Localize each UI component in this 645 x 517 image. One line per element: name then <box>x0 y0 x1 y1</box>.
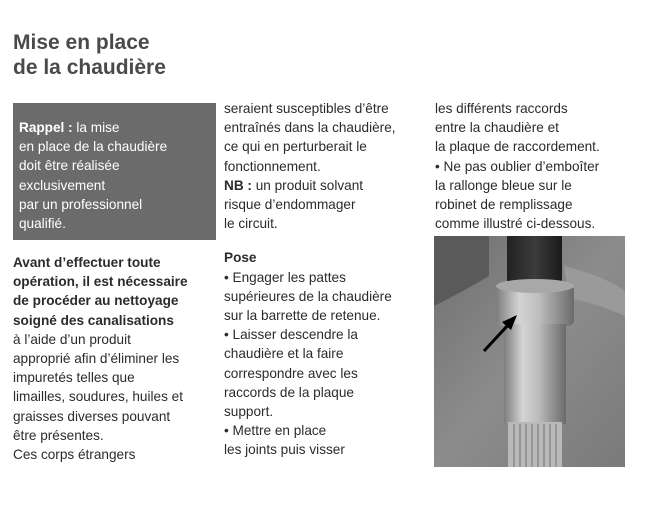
right-line: • Ne pas oublier d’emboîter <box>435 158 600 174</box>
right-line: robinet de remplissage <box>435 197 573 213</box>
pose-line: • Laisser descendre la <box>224 327 358 343</box>
pose-line: raccords de la plaque <box>224 384 354 400</box>
right-line: la rallonge bleue sur le <box>435 177 572 193</box>
right-line: les différents raccords <box>435 101 568 116</box>
pose-line: supérieures de la chaudière <box>224 288 392 304</box>
middle-line: entraînés dans la chaudière, <box>224 120 396 136</box>
right-line: la plaque de raccordement. <box>435 139 600 155</box>
callout-line: exclusivement <box>19 177 106 193</box>
pose-line: correspondre avec les <box>224 365 358 381</box>
nb-label: NB : <box>224 177 252 193</box>
pose-line: chaudière et la faire <box>224 346 344 362</box>
right-column <box>435 99 600 233</box>
intro-bold-line: Avant d’effectuer toute <box>13 255 161 270</box>
middle-line: ce qui en perturberait le <box>224 139 367 155</box>
middle-line: fonctionnement. <box>224 158 321 174</box>
title-line-2: de la chaudière <box>13 56 166 79</box>
pose-line: les joints puis visser <box>224 442 345 458</box>
nut-collar-top <box>496 279 574 293</box>
intro-line: limailles, soudures, huiles et <box>13 389 184 405</box>
right-line: entre la chaudière et <box>435 120 559 136</box>
intro-line: Ces corps étrangers <box>13 447 136 463</box>
middle-line: seraient susceptibles d’être <box>224 101 389 116</box>
pose-line: sur la barrette de retenue. <box>224 308 381 324</box>
intro-line: graisses diverses pouvant <box>13 408 171 424</box>
right-line: comme illustré ci-dessous. <box>435 216 596 232</box>
callout-text: la mise <box>72 120 120 135</box>
nb-line: le circuit. <box>224 216 278 232</box>
ridged-tail <box>508 422 562 467</box>
callout-line: par un professionnel <box>19 196 143 212</box>
pose-line: support. <box>224 404 274 420</box>
fitting-photo <box>434 236 625 467</box>
intro-column <box>13 253 188 464</box>
extension-tube <box>504 324 566 424</box>
callout-line: doit être réalisée <box>19 158 120 174</box>
title-line-1: Mise en place <box>13 31 150 54</box>
intro-line: approprié afin d’éliminer les <box>13 351 180 367</box>
nb-line: risque d’endommager <box>224 197 356 213</box>
nb-line <box>224 176 396 195</box>
nb-text: un produit solvant <box>251 177 364 193</box>
intro-line: impuretés telles que <box>13 370 135 386</box>
callout-line: qualifié. <box>19 216 66 232</box>
callout-line: en place de la chaudière <box>19 139 168 155</box>
pose-heading: Pose <box>224 250 257 266</box>
callout-label: Rappel : <box>19 120 73 135</box>
intro-bold-line: de procéder au nettoyage <box>13 293 179 309</box>
intro-line: à l’aide d’un produit <box>13 331 131 347</box>
reminder-callout <box>13 103 216 240</box>
intro-line: être présentes. <box>13 427 104 443</box>
page-title <box>13 30 166 80</box>
middle-column <box>224 99 396 460</box>
callout-line <box>19 118 216 137</box>
pose-line: • Mettre en place <box>224 423 327 439</box>
intro-bold-line: opération, il est nécessaire <box>13 274 188 290</box>
intro-bold-line: soigné des canalisations <box>13 312 174 328</box>
pose-line: • Engager les pattes <box>224 269 346 285</box>
